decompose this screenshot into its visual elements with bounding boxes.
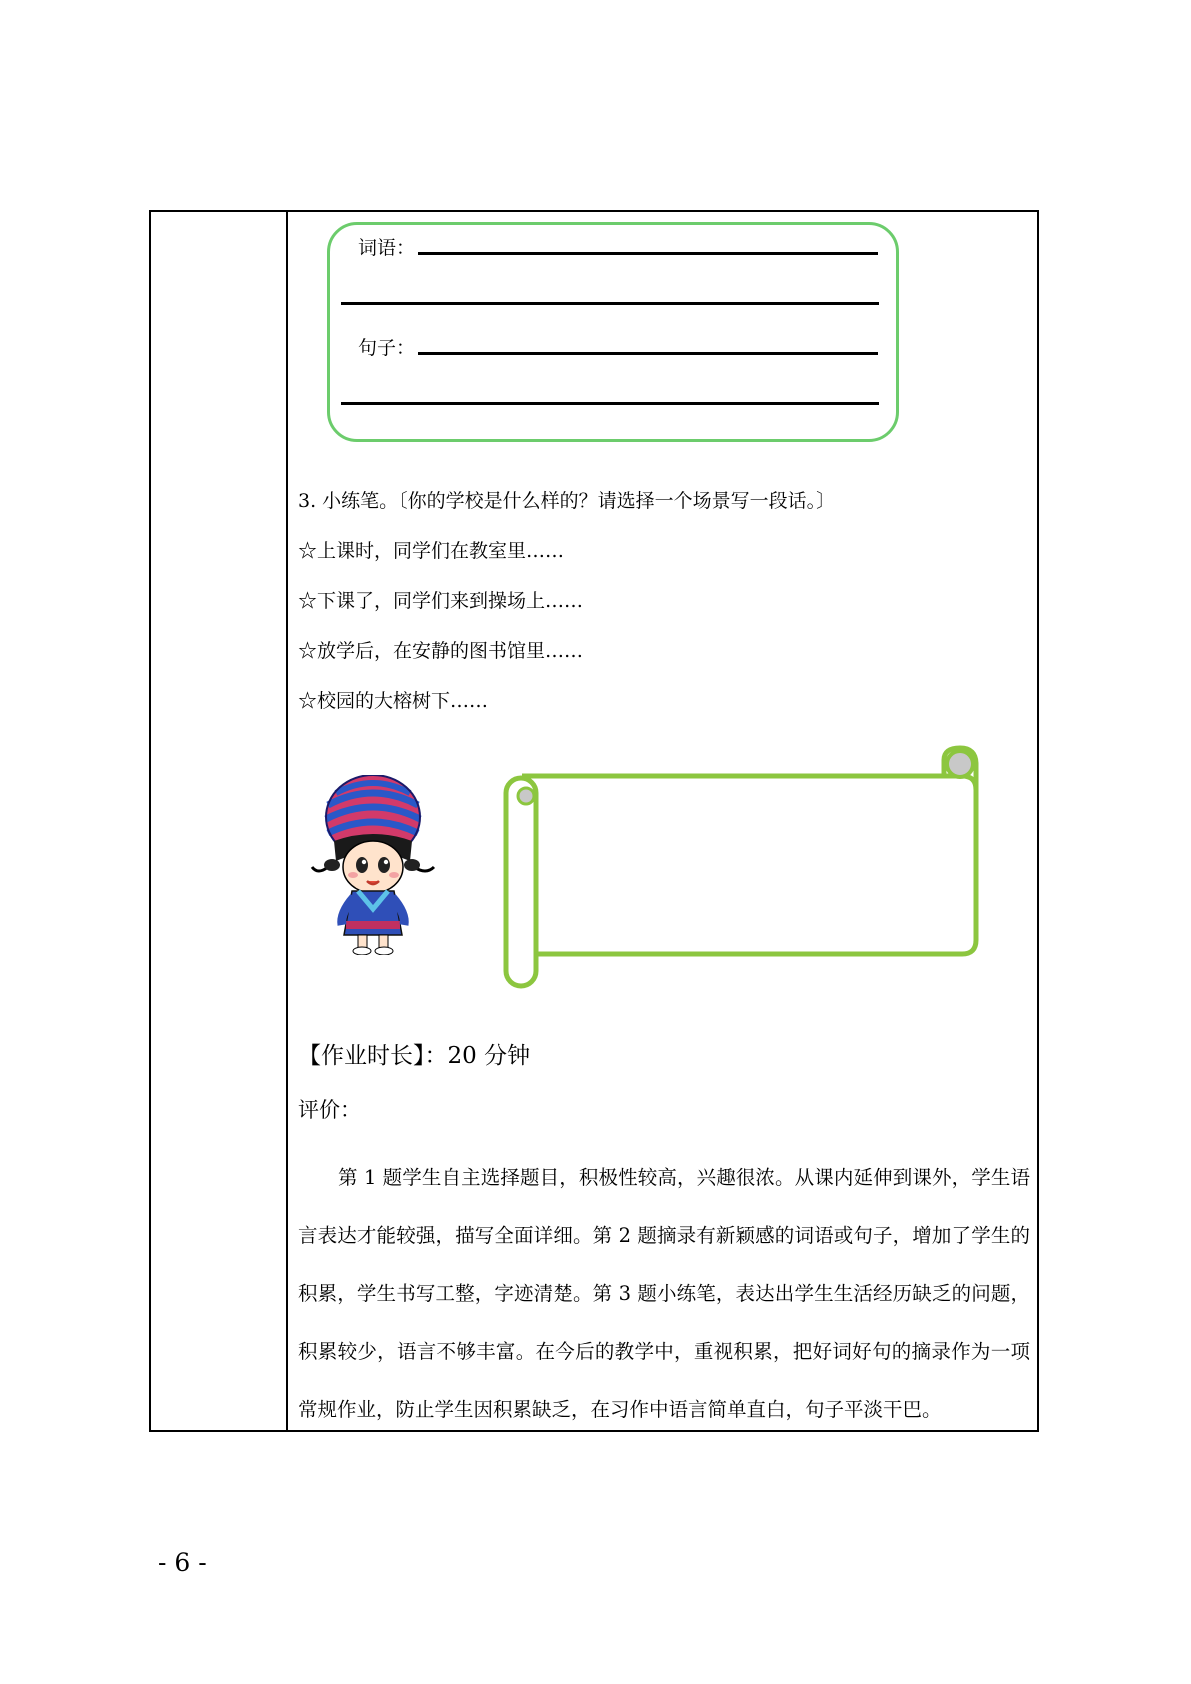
scroll-frame-icon[interactable] [498,740,996,990]
words-answer-line-2[interactable] [341,302,879,305]
page-number: - 6 - [158,1548,207,1577]
table-column-divider [286,210,288,1432]
scene-option-3: ☆放学后，在安静的图书馆里…… [298,640,584,662]
sentence-answer-line-1[interactable] [418,352,878,355]
evaluation-label: 评价： [298,1098,361,1122]
scene-option-1: ☆上课时，同学们在教室里…… [298,540,565,562]
sentence-answer-line-2[interactable] [341,402,879,405]
words-label: 词语： [358,237,416,259]
girl-mascot-illustration [306,775,440,955]
exercise-prompt: 3. 小练笔。〔你的学校是什么样的？请选择一个场景写一段话。〕 [298,490,836,512]
scene-option-2: ☆下课了，同学们来到操场上…… [298,590,584,612]
homework-duration: 【作业时长】：20 分钟 [298,1043,531,1069]
evaluation-paragraph: 第 1 题学生自主选择题目，积极性较高，兴趣很浓。从课内延伸到课外，学生语言表达才能较强，描写全面详细。第 2 题摘录有新颖感的词语或句子，增加了学生的积累，学生书写工整，字迹清楚。第 3 题小练笔，表达出学生生活经历缺乏的问题，积累较少，语言不够丰富。在今后的教学中，重视积累，把好词好句的摘录作为一项常规作业，防止学生因积累缺乏，在习作中语言简单直白，句子平淡干巴。 [298,1166,1030,1421]
sentence-label: 句子： [358,337,416,359]
words-answer-line-1[interactable] [418,252,878,255]
scene-option-4: ☆校园的大榕树下…… [298,690,489,712]
